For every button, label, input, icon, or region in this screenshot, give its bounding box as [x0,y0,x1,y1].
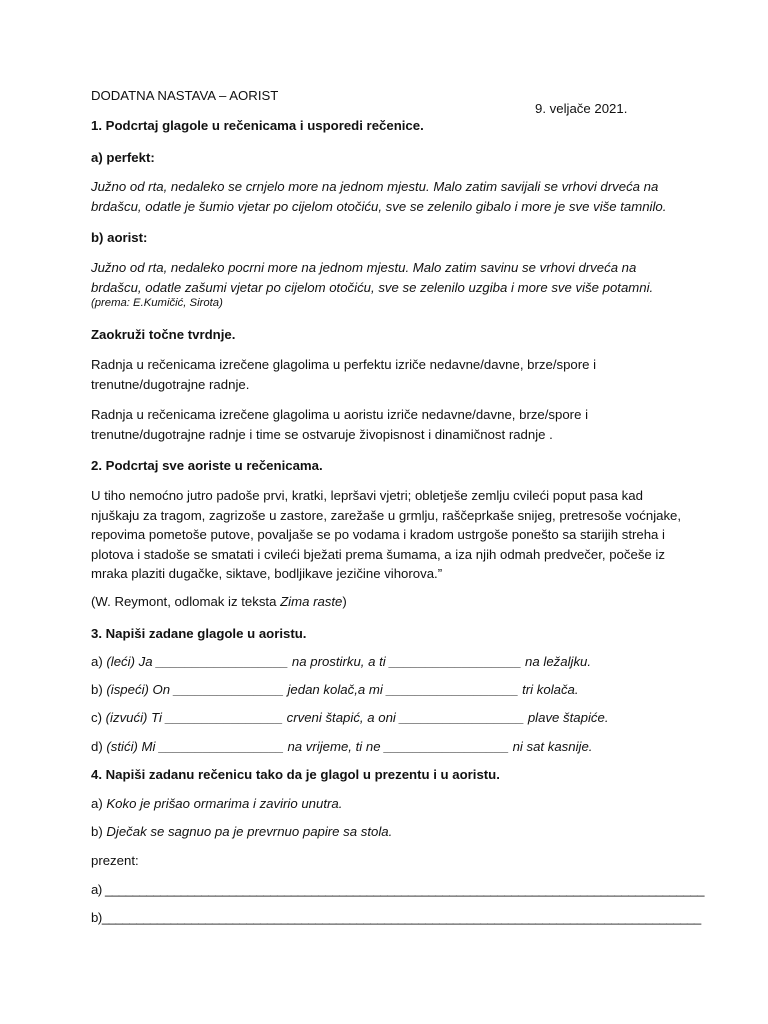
task3-item-d [91,737,592,757]
text-line: repovima pometoše putove, povaljaše se po vodama i kradom ustrgoše ponešto sa starijih streha i [91,527,665,542]
item-text: Koko je prišao ormarima i zavirio unutra. [106,796,343,811]
text-line: mraka plaziti dugačke, siktave, bodljikave jezičine vihorova.” [91,566,443,581]
task3-item-a [91,652,591,672]
circle-heading: Zaokruži točne tvrdnje. [91,327,236,342]
text-line: Južno od rta, nedaleko pocrni more na jednom mjestu. Malo zatim savinu se vrhovi drveća na [91,260,637,275]
text-line: U tiho nemoćno jutro padoše prvi, kratki, lepršavi vjetri; obletješe zemlju cvileći poput pasa kad [91,488,643,503]
task3-item-c [91,708,609,728]
answer-line-a[interactable]: a) _______________________________________________________________________________________ [91,882,704,897]
task2-heading: 2. Podcrtaj sve aoriste u rečenicama. [91,458,323,473]
item-text: (izvući) Ti ________________ crveni štapić, a oni _________________ plave štapiće. [105,710,609,725]
text-line: trenutne/dugotrajne radnje i time se ostvaruje živopisnost i dinamičnost radnje . [91,426,553,442]
item-number: a) [91,796,107,811]
document-title: DODATNA NASTAVA – AORIST [91,88,279,103]
task4-heading: 4. Napiši zadanu rečenicu tako da je glagol u prezentu i u aoristu. [91,767,500,782]
statement-aorist [91,405,588,444]
text-line: njuškaju za tragom, zagrizoše u zastore, zarežaše u grmlju, raščeprkaše snijeg, pretresoše voćnjake, [91,507,682,523]
item-text: (leći) Ja __________________ na prostirku, a ti __________________ na ležaljku. [106,654,592,669]
item-text: (stići) Mi _________________ na vrijeme, ti ne _________________ ni sat kasnije. [106,739,593,754]
item-number: b) [91,682,107,697]
task4-item-a [91,794,342,814]
task1-source: (prema: E.Kumičić, Sirota) [91,297,223,309]
task3-item-b [91,680,579,700]
prezent-label: prezent: [91,853,139,868]
statement-perfekt [91,355,596,394]
text-line: plotova i stadoše se smatati i cvileći bježati prema šumama, a iza njih odmah predvečer, počeše iz [91,546,665,562]
task1-heading: 1. Podcrtaj glagole u rečenicama i usporedi rečenice. [91,118,424,133]
task1-b-label: b) aorist: [91,230,148,245]
item-number: d) [91,739,107,754]
item-number: a) [91,654,107,669]
text-line: brdašcu, odatle je šumio vjetar po cijelom otočiću, sve se zelenilo gibalo i more je sve više tamnilo. [91,198,667,214]
item-number: c) [91,710,106,725]
document-date: 9. veljače 2021. [535,101,628,117]
task3-heading: 3. Napiši zadane glagole u aoristu. [91,626,307,641]
citation-author: (W. Reymont, odlomak iz teksta [91,594,281,609]
text-line: Radnja u rečenicama izrečene glagolima u aoristu izriče nedavne/davne, brze/spore i [91,407,589,422]
task1-a-label: a) perfekt: [91,150,155,165]
task1-a-paragraph [91,177,666,216]
item-text: (ispeći) On _______________ jedan kolač,a mi __________________ tri kolača. [106,682,579,697]
text-line: Južno od rta, nedaleko se crnjelo more na jednom mjestu. Malo zatim savijali se vrhovi drveća na [91,179,659,194]
answer-line-b[interactable]: b)_______________________________________________________________________________________ [91,910,701,925]
citation-close: ) [342,594,347,609]
citation-title: Zima raste [280,594,343,609]
task1-b-paragraph [91,258,653,297]
text-line: brdašcu, odatle zašumi vjetar po cijelom otočiću, sve se zelenilo uzgiba i more sve više potamni. [91,279,654,295]
task2-paragraph [91,486,681,584]
text-line: trenutne/dugotrajne radnje. [91,376,250,392]
task2-citation [91,592,347,612]
text-line: Radnja u rečenicama izrečene glagolima u perfektu izriče nedavne/davne, brze/spore i [91,357,597,372]
item-number: b) [91,824,107,839]
item-text: Dječak se sagnuo pa je prevrnuo papire sa stola. [106,824,393,839]
task4-item-b [91,822,392,842]
